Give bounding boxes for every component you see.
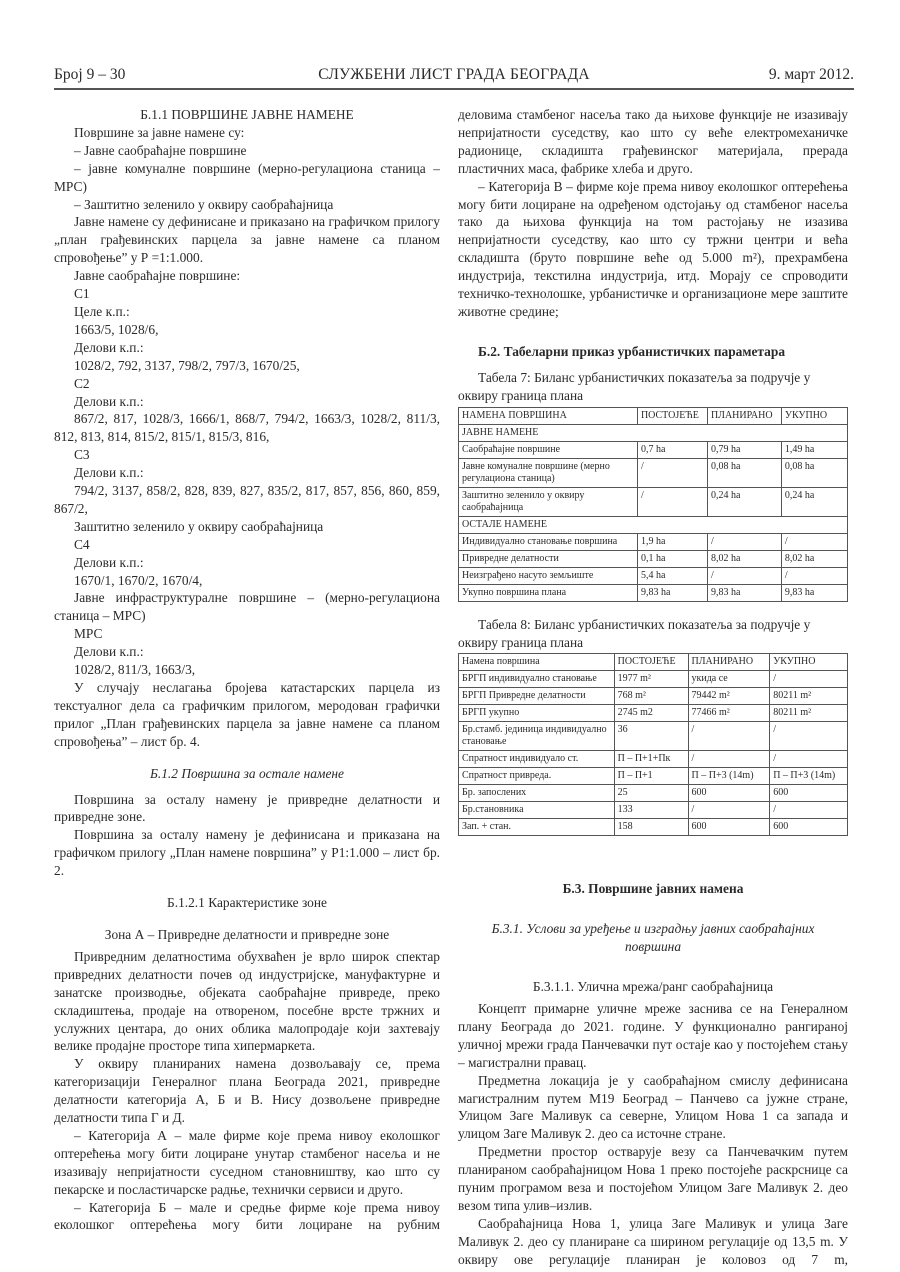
- table-header-cell: ПОСТОЈЕЋЕ: [637, 407, 707, 424]
- table-row: [459, 722, 848, 751]
- table-section-cell: ЈАВНЕ НАМЕНЕ: [459, 424, 848, 441]
- label: Јавне инфраструктуралне површине – (мерно-регулациона станица – МРС): [54, 590, 440, 624]
- table-cell: 9,83 ha: [781, 584, 847, 601]
- table-section-cell: ОСТАЛЕ НАМЕНЕ: [459, 516, 848, 533]
- table-cell: /: [770, 671, 848, 688]
- table-section-row: [459, 516, 848, 533]
- label: Јавне саобраћајне површине:: [74, 268, 241, 284]
- paragraph: Предметни простор остварује везу са Панчевачким путем планираном саобраћајницом Нова 1 преко постојеће раскрснице са пуним програмом веза и постојећом Улицом Заге Маливук 2. део везом типа улив–излив.: [458, 1144, 848, 1213]
- table-cell: П – П+3 (14m): [688, 768, 770, 785]
- table-cell: Зап. + стан.: [459, 819, 615, 836]
- table-row: [459, 705, 848, 722]
- table-cell: /: [707, 533, 781, 550]
- table-cell: 600: [688, 819, 770, 836]
- heading-b11: Б.1.1 ПОВРШИНЕ ЈАВНЕ НАМЕНЕ: [140, 107, 354, 122]
- table-row: [459, 768, 848, 785]
- issue-number: Број 9 – 30: [54, 66, 126, 83]
- label: Целе к.п.:: [74, 303, 130, 319]
- table-cell: П – П+1+Пк: [614, 751, 688, 768]
- table-cell: 8,02 ha: [781, 550, 847, 567]
- table-cell: /: [770, 722, 848, 751]
- table-header-cell: Намена површина: [459, 654, 615, 671]
- issue-date: 9. март 2012.: [768, 66, 854, 83]
- table-row: [459, 458, 848, 487]
- table-cell: 1,9 ha: [637, 533, 707, 550]
- paragraph: Саобраћајница Нова 1, улица Заге Маливук и улица Заге Маливук 2. део су планиране са ширином регулације од 13,5 m. У оквиру ове регулације планиран је коловоз од 7 m,: [458, 1215, 848, 1267]
- heading-b311: Б.3.1.1. Улична мрежа/ранг саобраћајница: [532, 979, 774, 995]
- table-row: [459, 567, 848, 584]
- label: Делови к.п.:: [74, 339, 144, 355]
- table-cell: 80211 m²: [770, 705, 848, 722]
- table-cell: 158: [614, 819, 688, 836]
- table-header-cell: УКУПНО: [770, 654, 848, 671]
- table-cell: БРГП Привредне делатности: [459, 688, 615, 705]
- label: С2: [74, 375, 90, 391]
- table-cell: 133: [614, 802, 688, 819]
- table-row: [459, 751, 848, 768]
- table-row: [459, 671, 848, 688]
- label: Делови к.п.:: [74, 465, 144, 481]
- table-cell: 9,83 ha: [707, 584, 781, 601]
- table-cell: /: [770, 802, 848, 819]
- table-row: [459, 688, 848, 705]
- paragraph: Концепт примарне уличне мреже заснива се на Генералном плану Београда до 2021. године. У функционално рангираној уличној мрежи града Панчевачки пут остаје као у постојећем стању – магистрални правац.: [458, 1001, 848, 1070]
- paragraph: Површина за осталу намену је привредне делатности и привредне зоне.: [54, 791, 440, 825]
- label: МРС: [74, 626, 103, 642]
- table-cell: Бр.стамб. јединица индивидуално становање: [459, 722, 615, 751]
- paragraph: – Категорија Б – мале и средње фирме које према нивоу еколошког оптерећења могу бити лоциране на рубним: [54, 1199, 440, 1233]
- heading-b3: Б.3. Површине јавних намена: [562, 881, 744, 897]
- table-row: [459, 441, 848, 458]
- table-cell: /: [781, 533, 847, 550]
- table-cell: 36: [614, 722, 688, 751]
- label: С3: [74, 447, 90, 463]
- list-item: – јавне комуналне површине (мерно-регулациона станица – МРС): [54, 160, 440, 194]
- table-cell: /: [688, 722, 770, 751]
- table-row: [459, 819, 848, 836]
- table-7: [458, 407, 848, 602]
- paragraph: У оквиру планираних намена дозвољавају се, према категоризацији Генералног плана Београда 2021, привредне делатности категорија А, Б и В. Нису дозвољене привредне делатности типа Г и Д.: [54, 1056, 440, 1126]
- table-cell: 0,79 ha: [707, 441, 781, 458]
- paragraph: Привредним делатностима обухваћен је врло широк спектар привредних делатности почев од индустријске, мануфактурне и занатске производње, објеката саобраћајне привреде, преко складиштења, продаје на отвореном, посебне врсте тржних и услужних центара, до оних облика малопродаје који захтевају велике продајне просторе типа хипермаркета.: [54, 948, 440, 1054]
- table-cell: укида се: [688, 671, 770, 688]
- table-header-cell: ПЛАНИРАНО: [707, 407, 781, 424]
- table-cell: П – П+3 (14m): [770, 768, 848, 785]
- table-cell: Јавне комуналне површине (мерно регулациона станица): [459, 458, 638, 487]
- table-cell: 79442 m²: [688, 688, 770, 705]
- table-cell: 0,08 ha: [781, 458, 847, 487]
- table-header-cell: ПОСТОЈЕЋЕ: [614, 654, 688, 671]
- table-cell: Бр. запослених: [459, 785, 615, 802]
- table-header-row: [459, 407, 848, 424]
- parcel-list: 1028/2, 811/3, 1663/3,: [74, 662, 196, 678]
- table-cell: /: [637, 487, 707, 516]
- table-row: [459, 533, 848, 550]
- left-column: [54, 106, 440, 1234]
- table-cell: Индивидуално становање површина: [459, 533, 638, 550]
- table-cell: Спратност индивидуало ст.: [459, 751, 615, 768]
- table-header-cell: НАМЕНА ПОВРШИНА: [459, 407, 638, 424]
- label: С4: [74, 536, 90, 552]
- table-row: [459, 487, 848, 516]
- publication-title: СЛУЖБЕНИ ЛИСТ ГРАДА БЕОГРАДА: [318, 66, 590, 83]
- label: Делови к.п.:: [74, 644, 144, 660]
- table-cell: 5,4 ha: [637, 567, 707, 584]
- paragraph: У случају неслагања бројева катастарских парцела из текстуалног дела са графичким прилогом, меродован графички прилог „План грађевинских парцела за јавне намене са планом спровођења” – лист бр. 4.: [54, 680, 440, 749]
- paragraph: Површина за осталу намену је дефинисана и приказана на графичком прилогу „План намене површина” у Р1:1.000 – лист бр. 2.: [54, 827, 440, 879]
- table-cell: П – П+1: [614, 768, 688, 785]
- table-cell: 25: [614, 785, 688, 802]
- table-cell: 0,1 ha: [637, 550, 707, 567]
- table-cell: 0,7 ha: [637, 441, 707, 458]
- table-cell: /: [688, 802, 770, 819]
- table-cell: /: [637, 458, 707, 487]
- table-cell: 0,24 ha: [781, 487, 847, 516]
- table-cell: БРГП индивидуално становање: [459, 671, 615, 688]
- table-cell: 600: [770, 819, 848, 836]
- table-cell: 600: [770, 785, 848, 802]
- table-cell: 9,83 ha: [637, 584, 707, 601]
- paragraph: – Категорија А – мале фирме које према нивоу еколошког оптерећења могу бити лоциране унутар стамбеног насеља и не изазивају непријатности суседном становништву, као што су пекарске и посластичарске радње, технички сервиси и друго.: [54, 1127, 440, 1197]
- paragraph: – Категорија В – фирме које према нивоу еколошког оптерећења могу бити лоциране на одређеном одстојању од стамбеног насеља тако да њихова функција на том растојању не изазива непријатности суседству, као што су тржни центри и већа складишта (бруто површине веће од 5.000 m²), прехрамбена индустрија, текстилна индустрија, итд. Морају се спроводити техничко-технолошке, урбанистичке и организационе мере заштите животне средине;: [458, 178, 848, 319]
- table-cell: 8,02 ha: [707, 550, 781, 567]
- label: С1: [74, 286, 90, 302]
- table-row: [459, 802, 848, 819]
- heading-zone-a: Зона А – Привредне делатности и привредне зоне: [104, 926, 390, 942]
- table-cell: Неизграђено насуто земљиште: [459, 567, 638, 584]
- table-cell: Саобраћајне површине: [459, 441, 638, 458]
- table-cell: 1977 m²: [614, 671, 688, 688]
- heading-b31: Б.3.1. Услови за уређење и изградњу јавних саобраћајних површина: [491, 921, 815, 955]
- table-cell: Спратност привреда.: [459, 768, 615, 785]
- table-header-cell: УКУПНО: [781, 407, 847, 424]
- table-cell: /: [781, 567, 847, 584]
- label: Делови к.п.:: [74, 554, 144, 570]
- table-cell: /: [770, 751, 848, 768]
- paragraph: Јавне намене су дефинисане и приказано на графичком прилогу „план грађевинских парцела за јавне намене са планом спровођење” у Р =1:1.000.: [54, 214, 440, 266]
- table-row: [459, 785, 848, 802]
- table-cell: Укупно површина плана: [459, 584, 638, 601]
- table7-caption: Табела 7: Биланс урбанистичких показатеља за подручје у оквиру граница плана: [458, 369, 811, 403]
- paragraph: деловима стамбеног насеља тако да њихове функције не изазивају непријатности суседству, као што су веће електромеханичке радионице, складишта грађевинског материјала, прерада пластичних маса, фабрике хлеба и друго.: [458, 107, 848, 176]
- table-row: [459, 584, 848, 601]
- table-header-cell: ПЛАНИРАНО: [688, 654, 770, 671]
- paragraph: Површине за јавне намене су:: [74, 124, 245, 140]
- table-cell: 2745 m2: [614, 705, 688, 722]
- paragraph: Предметна локација је у саобраћајном смислу дефинисана магистралним путем М19 Београд – Панчево са јужне стране, Улицом Заге Маливук са северне, Улицом Нова 1 са запада и улицом Заге Маливук 2. део са источне стране.: [458, 1072, 848, 1142]
- table-cell: 77466 m²: [688, 705, 770, 722]
- parcel-list: 1670/1, 1670/2, 1670/4,: [74, 572, 203, 588]
- table-cell: Заштитно зеленило у оквиру саобраћајница: [459, 487, 638, 516]
- table-8: [458, 653, 848, 836]
- parcel-list: 1663/5, 1028/6,: [74, 321, 159, 337]
- table8-caption: Табела 8: Биланс урбанистичких показатеља за подручје у оквиру граница плана: [458, 616, 811, 650]
- table-cell: БРГП укупно: [459, 705, 615, 722]
- parcel-list: 1028/2, 792, 3137, 798/2, 797/3, 1670/25,: [74, 357, 300, 373]
- table-cell: 0,24 ha: [707, 487, 781, 516]
- page-header: [54, 66, 854, 90]
- right-column: [458, 106, 848, 1269]
- heading-b2: Б.2. Табеларни приказ урбанистичких параметара: [478, 343, 786, 359]
- table-cell: 600: [688, 785, 770, 802]
- table-cell: 1,49 ha: [781, 441, 847, 458]
- table-cell: 0,08 ha: [707, 458, 781, 487]
- table-cell: Привредне делатности: [459, 550, 638, 567]
- parcel-list: 867/2, 817, 1028/3, 1666/1, 868/7, 794/2, 1663/3, 1028/2, 811/3, 812, 813, 814, 815/2, 815/1, 815/3, 816,: [54, 411, 440, 445]
- heading-b12: Б.1.2 Површина за остале намене: [149, 765, 344, 781]
- list-item: – Јавне саобраћајне површине: [74, 142, 247, 158]
- table-section-row: [459, 424, 848, 441]
- table-cell: /: [707, 567, 781, 584]
- heading-b121: Б.1.2.1 Карактеристике зоне: [167, 895, 327, 911]
- label: Заштитно зеленило у оквиру саобраћајница: [74, 518, 324, 534]
- table-cell: 80211 m²: [770, 688, 848, 705]
- label: Делови к.п.:: [74, 393, 144, 409]
- table-row: [459, 550, 848, 567]
- table-cell: 768 m²: [614, 688, 688, 705]
- parcel-list: 794/2, 3137, 858/2, 828, 839, 827, 835/2, 817, 857, 856, 860, 859, 867/2,: [54, 483, 440, 516]
- table-cell: /: [688, 751, 770, 768]
- table-header-row: [459, 654, 848, 671]
- table-cell: Бр.становника: [459, 802, 615, 819]
- list-item: – Заштитно зеленило у оквиру саобраћајница: [74, 196, 334, 212]
